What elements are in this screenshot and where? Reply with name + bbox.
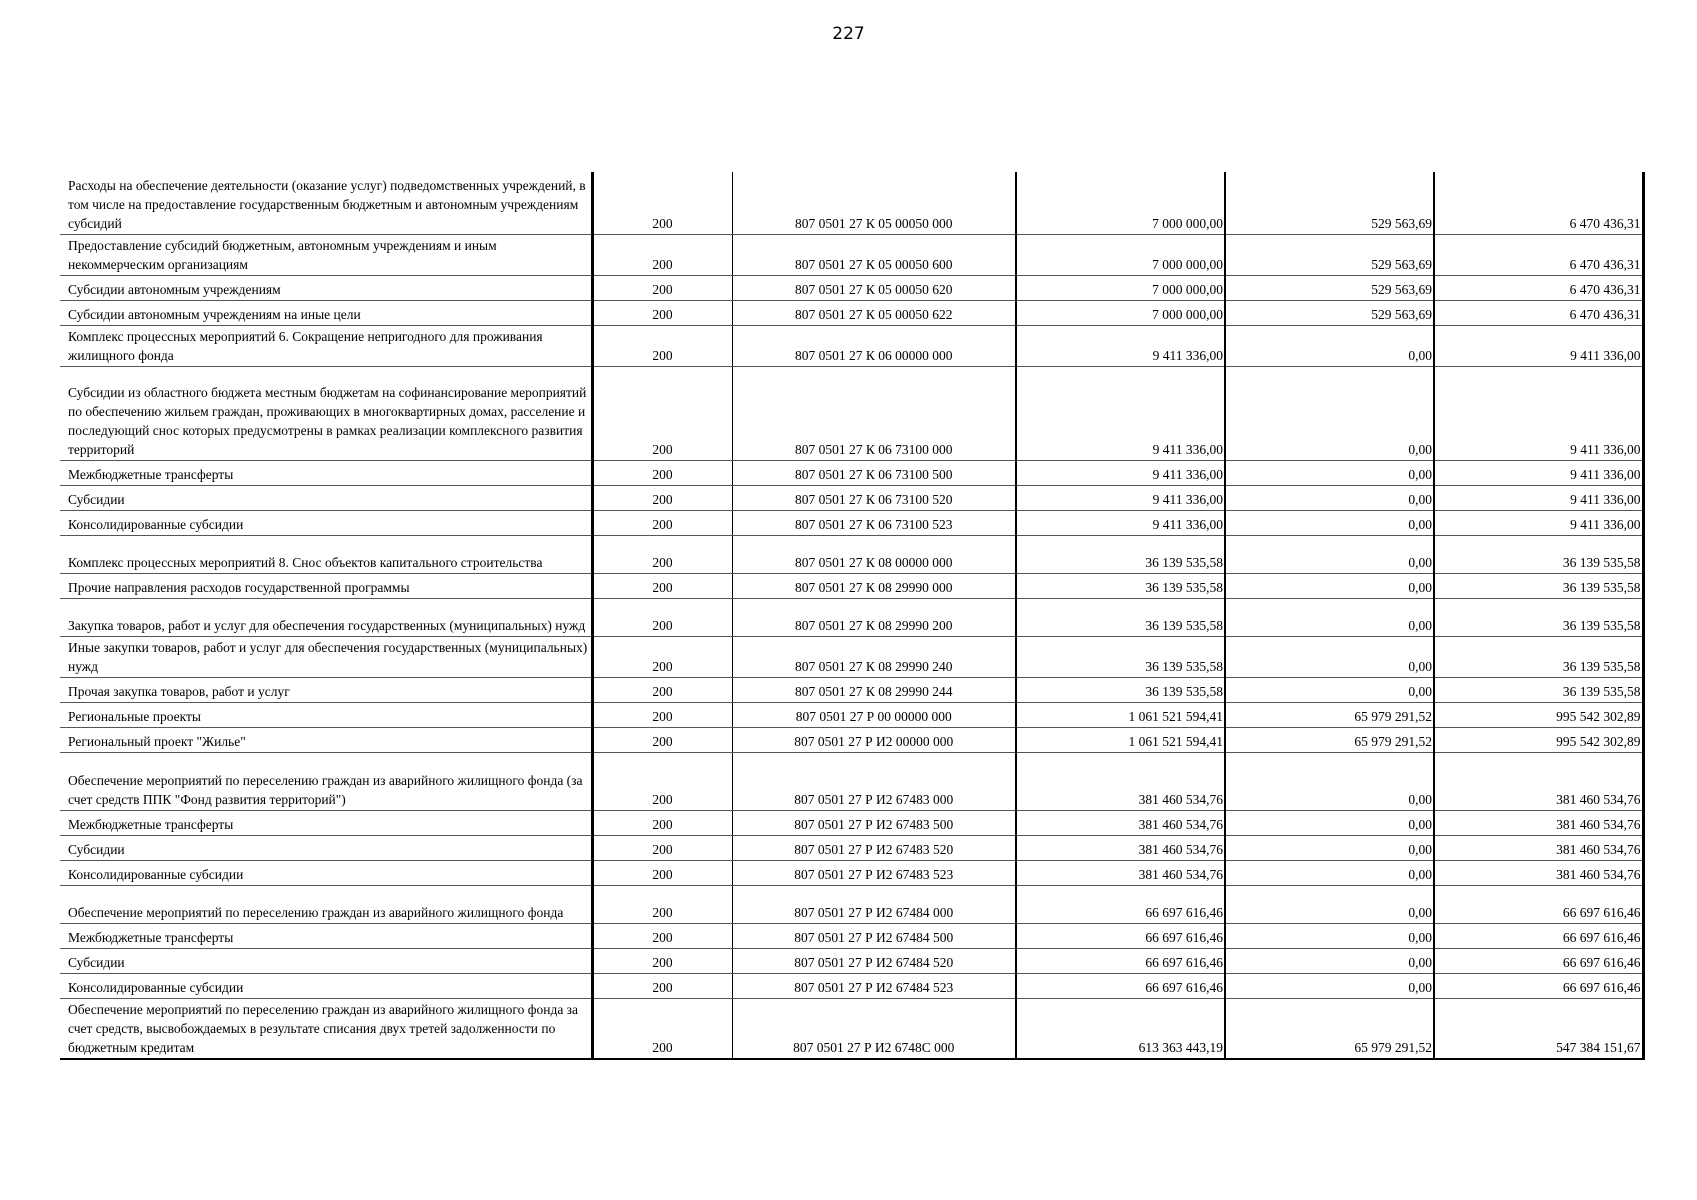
table-row: [60, 366, 1643, 460]
table-row: [60, 702, 1643, 727]
row-executed-amount-cell: 0,00: [1225, 923, 1434, 948]
row-executed-amount-cell: 65 979 291,52: [1225, 727, 1434, 752]
row-executed-amount-cell: 65 979 291,52: [1225, 998, 1434, 1059]
row-name-cell: Прочая закупка товаров, работ и услуг: [60, 677, 592, 702]
row-approved-amount-cell: 66 697 616,46: [1016, 923, 1225, 948]
table-row: [60, 300, 1643, 325]
row-approved-amount-cell: 7 000 000,00: [1016, 275, 1225, 300]
row-executed-amount-cell: 529 563,69: [1225, 172, 1434, 234]
row-approved-amount-cell: 66 697 616,46: [1016, 948, 1225, 973]
row-line-code-cell: 200: [592, 860, 732, 885]
row-line-code-cell: 200: [592, 234, 732, 275]
row-budget-code-cell: 807 0501 27 Р И2 00000 000: [732, 727, 1016, 752]
row-line-code-cell: 200: [592, 275, 732, 300]
row-unexecuted-amount-cell: 36 139 535,58: [1434, 598, 1643, 636]
row-budget-code-cell: 807 0501 27 К 06 00000 000: [732, 325, 1016, 366]
row-unexecuted-amount-cell: 36 139 535,58: [1434, 636, 1643, 677]
row-budget-code-cell: 807 0501 27 К 05 00050 000: [732, 172, 1016, 234]
row-name-cell: Межбюджетные трансферты: [60, 810, 592, 835]
table-row: [60, 835, 1643, 860]
row-approved-amount-cell: 1 061 521 594,41: [1016, 702, 1225, 727]
row-approved-amount-cell: 7 000 000,00: [1016, 234, 1225, 275]
table-row: [60, 510, 1643, 535]
row-budget-code-cell: 807 0501 27 Р И2 6748С 000: [732, 998, 1016, 1059]
row-unexecuted-amount-cell: 36 139 535,58: [1434, 573, 1643, 598]
table-row: [60, 172, 1643, 234]
row-name-cell: Обеспечение мероприятий по переселению граждан из аварийного жилищного фонда (за счет средств ППК "Фонд развития территорий"): [60, 752, 592, 810]
row-unexecuted-amount-cell: 381 460 534,76: [1434, 835, 1643, 860]
row-name-cell: Субсидии: [60, 485, 592, 510]
table-row: [60, 485, 1643, 510]
row-line-code-cell: 200: [592, 752, 732, 810]
row-approved-amount-cell: 66 697 616,46: [1016, 973, 1225, 998]
row-unexecuted-amount-cell: 9 411 336,00: [1434, 510, 1643, 535]
row-unexecuted-amount-cell: 66 697 616,46: [1434, 973, 1643, 998]
row-line-code-cell: 200: [592, 810, 732, 835]
row-unexecuted-amount-cell: 66 697 616,46: [1434, 923, 1643, 948]
row-budget-code-cell: 807 0501 27 К 08 29990 244: [732, 677, 1016, 702]
row-budget-code-cell: 807 0501 27 Р И2 67483 523: [732, 860, 1016, 885]
row-approved-amount-cell: 36 139 535,58: [1016, 636, 1225, 677]
row-approved-amount-cell: 9 411 336,00: [1016, 460, 1225, 485]
budget-table-body: [60, 172, 1643, 1059]
row-executed-amount-cell: 0,00: [1225, 573, 1434, 598]
row-name-cell: Комплекс процессных мероприятий 8. Снос объектов капитального строительства: [60, 535, 592, 573]
row-executed-amount-cell: 0,00: [1225, 598, 1434, 636]
row-executed-amount-cell: 529 563,69: [1225, 275, 1434, 300]
table-row: [60, 973, 1643, 998]
row-name-cell: Межбюджетные трансферты: [60, 923, 592, 948]
row-executed-amount-cell: 0,00: [1225, 810, 1434, 835]
table-row: [60, 325, 1643, 366]
row-line-code-cell: 200: [592, 702, 732, 727]
row-unexecuted-amount-cell: 995 542 302,89: [1434, 727, 1643, 752]
row-budget-code-cell: 807 0501 27 К 08 29990 200: [732, 598, 1016, 636]
row-line-code-cell: 200: [592, 573, 732, 598]
row-line-code-cell: 200: [592, 973, 732, 998]
table-row: [60, 752, 1643, 810]
row-budget-code-cell: 807 0501 27 К 06 73100 000: [732, 366, 1016, 460]
row-line-code-cell: 200: [592, 636, 732, 677]
row-name-cell: Субсидии: [60, 835, 592, 860]
row-line-code-cell: 200: [592, 885, 732, 923]
row-approved-amount-cell: 9 411 336,00: [1016, 485, 1225, 510]
row-line-code-cell: 200: [592, 535, 732, 573]
row-approved-amount-cell: 36 139 535,58: [1016, 573, 1225, 598]
table-row: [60, 860, 1643, 885]
row-approved-amount-cell: 613 363 443,19: [1016, 998, 1225, 1059]
row-executed-amount-cell: 0,00: [1225, 835, 1434, 860]
row-line-code-cell: 200: [592, 598, 732, 636]
row-executed-amount-cell: 0,00: [1225, 485, 1434, 510]
row-budget-code-cell: 807 0501 27 К 06 73100 523: [732, 510, 1016, 535]
row-executed-amount-cell: 0,00: [1225, 366, 1434, 460]
row-budget-code-cell: 807 0501 27 Р И2 67483 520: [732, 835, 1016, 860]
row-executed-amount-cell: 0,00: [1225, 860, 1434, 885]
row-approved-amount-cell: 381 460 534,76: [1016, 835, 1225, 860]
row-name-cell: Консолидированные субсидии: [60, 510, 592, 535]
row-approved-amount-cell: 381 460 534,76: [1016, 752, 1225, 810]
row-line-code-cell: 200: [592, 366, 732, 460]
row-line-code-cell: 200: [592, 510, 732, 535]
row-unexecuted-amount-cell: 6 470 436,31: [1434, 300, 1643, 325]
row-unexecuted-amount-cell: 381 460 534,76: [1434, 810, 1643, 835]
row-name-cell: Закупка товаров, работ и услуг для обеспечения государственных (муниципальных) нужд: [60, 598, 592, 636]
row-executed-amount-cell: 0,00: [1225, 948, 1434, 973]
row-unexecuted-amount-cell: 6 470 436,31: [1434, 275, 1643, 300]
row-approved-amount-cell: 1 061 521 594,41: [1016, 727, 1225, 752]
row-line-code-cell: 200: [592, 727, 732, 752]
row-budget-code-cell: 807 0501 27 К 06 73100 520: [732, 485, 1016, 510]
row-unexecuted-amount-cell: 381 460 534,76: [1434, 752, 1643, 810]
row-executed-amount-cell: 529 563,69: [1225, 300, 1434, 325]
row-budget-code-cell: 807 0501 27 Р И2 67483 000: [732, 752, 1016, 810]
row-executed-amount-cell: 65 979 291,52: [1225, 702, 1434, 727]
row-line-code-cell: 200: [592, 325, 732, 366]
row-budget-code-cell: 807 0501 27 Р 00 00000 000: [732, 702, 1016, 727]
row-name-cell: Прочие направления расходов государственной программы: [60, 573, 592, 598]
row-unexecuted-amount-cell: 66 697 616,46: [1434, 885, 1643, 923]
table-row: [60, 636, 1643, 677]
row-executed-amount-cell: 0,00: [1225, 752, 1434, 810]
row-budget-code-cell: 807 0501 27 Р И2 67484 523: [732, 973, 1016, 998]
row-approved-amount-cell: 9 411 336,00: [1016, 510, 1225, 535]
row-line-code-cell: 200: [592, 835, 732, 860]
table-row: [60, 460, 1643, 485]
row-unexecuted-amount-cell: 6 470 436,31: [1434, 172, 1643, 234]
row-approved-amount-cell: 9 411 336,00: [1016, 325, 1225, 366]
table-row: [60, 998, 1643, 1059]
row-budget-code-cell: 807 0501 27 К 08 00000 000: [732, 535, 1016, 573]
budget-table: [60, 172, 1645, 1060]
row-executed-amount-cell: 0,00: [1225, 885, 1434, 923]
row-name-cell: Комплекс процессных мероприятий 6. Сокращение непригодного для проживания жилищного фонда: [60, 325, 592, 366]
row-unexecuted-amount-cell: 9 411 336,00: [1434, 460, 1643, 485]
row-budget-code-cell: 807 0501 27 Р И2 67484 520: [732, 948, 1016, 973]
row-unexecuted-amount-cell: 36 139 535,58: [1434, 535, 1643, 573]
row-unexecuted-amount-cell: 547 384 151,67: [1434, 998, 1643, 1059]
row-approved-amount-cell: 36 139 535,58: [1016, 677, 1225, 702]
row-approved-amount-cell: 66 697 616,46: [1016, 885, 1225, 923]
row-line-code-cell: 200: [592, 460, 732, 485]
row-name-cell: Субсидии из областного бюджета местным бюджетам на софинансирование мероприятий по обеспечению жильем граждан, проживающих в многоквартирных домах, расселение и последующий снос которых предусмотрены в рамках реализации комплексного развития территорий: [60, 366, 592, 460]
row-budget-code-cell: 807 0501 27 К 08 29990 240: [732, 636, 1016, 677]
row-approved-amount-cell: 36 139 535,58: [1016, 535, 1225, 573]
row-name-cell: Обеспечение мероприятий по переселению граждан из аварийного жилищного фонда за счет средств, высвобождаемых в результате списания двух третей задолженности по бюджетным кредитам: [60, 998, 592, 1059]
row-name-cell: Субсидии автономным учреждениям: [60, 275, 592, 300]
table-row: [60, 535, 1643, 573]
row-line-code-cell: 200: [592, 677, 732, 702]
row-approved-amount-cell: 7 000 000,00: [1016, 172, 1225, 234]
row-name-cell: Расходы на обеспечение деятельности (оказание услуг) подведомственных учреждений, в том числе на предоставление государственным бюджетным и автономным учреждениям субсидий: [60, 172, 592, 234]
row-executed-amount-cell: 0,00: [1225, 677, 1434, 702]
row-executed-amount-cell: 0,00: [1225, 510, 1434, 535]
row-line-code-cell: 200: [592, 923, 732, 948]
row-executed-amount-cell: 0,00: [1225, 973, 1434, 998]
row-budget-code-cell: 807 0501 27 К 05 00050 622: [732, 300, 1016, 325]
row-budget-code-cell: 807 0501 27 Р И2 67484 500: [732, 923, 1016, 948]
row-executed-amount-cell: 0,00: [1225, 535, 1434, 573]
row-budget-code-cell: 807 0501 27 Р И2 67484 000: [732, 885, 1016, 923]
row-executed-amount-cell: 0,00: [1225, 636, 1434, 677]
row-budget-code-cell: 807 0501 27 К 08 29990 000: [732, 573, 1016, 598]
page-number: 227: [832, 24, 865, 44]
row-approved-amount-cell: 381 460 534,76: [1016, 860, 1225, 885]
row-unexecuted-amount-cell: 6 470 436,31: [1434, 234, 1643, 275]
row-executed-amount-cell: 0,00: [1225, 325, 1434, 366]
row-name-cell: Обеспечение мероприятий по переселению граждан из аварийного жилищного фонда: [60, 885, 592, 923]
table-row: [60, 598, 1643, 636]
row-unexecuted-amount-cell: 36 139 535,58: [1434, 677, 1643, 702]
row-approved-amount-cell: 381 460 534,76: [1016, 810, 1225, 835]
row-unexecuted-amount-cell: 995 542 302,89: [1434, 702, 1643, 727]
row-unexecuted-amount-cell: 66 697 616,46: [1434, 948, 1643, 973]
row-approved-amount-cell: 36 139 535,58: [1016, 598, 1225, 636]
row-name-cell: Региональный проект "Жилье": [60, 727, 592, 752]
table-row: [60, 727, 1643, 752]
row-name-cell: Предоставление субсидий бюджетным, автономным учреждениям и иным некоммерческим организациям: [60, 234, 592, 275]
row-line-code-cell: 200: [592, 300, 732, 325]
table-row: [60, 275, 1643, 300]
row-name-cell: Субсидии: [60, 948, 592, 973]
row-approved-amount-cell: 7 000 000,00: [1016, 300, 1225, 325]
table-row: [60, 234, 1643, 275]
row-name-cell: Консолидированные субсидии: [60, 860, 592, 885]
row-budget-code-cell: 807 0501 27 К 05 00050 620: [732, 275, 1016, 300]
row-budget-code-cell: 807 0501 27 К 05 00050 600: [732, 234, 1016, 275]
row-name-cell: Консолидированные субсидии: [60, 973, 592, 998]
row-budget-code-cell: 807 0501 27 Р И2 67483 500: [732, 810, 1016, 835]
table-row: [60, 810, 1643, 835]
row-line-code-cell: 200: [592, 948, 732, 973]
row-name-cell: Субсидии автономным учреждениям на иные цели: [60, 300, 592, 325]
row-name-cell: Региональные проекты: [60, 702, 592, 727]
row-unexecuted-amount-cell: 9 411 336,00: [1434, 325, 1643, 366]
row-name-cell: Межбюджетные трансферты: [60, 460, 592, 485]
row-approved-amount-cell: 9 411 336,00: [1016, 366, 1225, 460]
table-row: [60, 573, 1643, 598]
table-row: [60, 948, 1643, 973]
row-unexecuted-amount-cell: 9 411 336,00: [1434, 485, 1643, 510]
row-unexecuted-amount-cell: 381 460 534,76: [1434, 860, 1643, 885]
row-line-code-cell: 200: [592, 485, 732, 510]
row-executed-amount-cell: 0,00: [1225, 460, 1434, 485]
row-line-code-cell: 200: [592, 172, 732, 234]
table-row: [60, 923, 1643, 948]
row-unexecuted-amount-cell: 9 411 336,00: [1434, 366, 1643, 460]
table-row: [60, 677, 1643, 702]
table-row: [60, 885, 1643, 923]
row-line-code-cell: 200: [592, 998, 732, 1059]
row-name-cell: Иные закупки товаров, работ и услуг для обеспечения государственных (муниципальных) нужд: [60, 636, 592, 677]
row-budget-code-cell: 807 0501 27 К 06 73100 500: [732, 460, 1016, 485]
row-executed-amount-cell: 529 563,69: [1225, 234, 1434, 275]
